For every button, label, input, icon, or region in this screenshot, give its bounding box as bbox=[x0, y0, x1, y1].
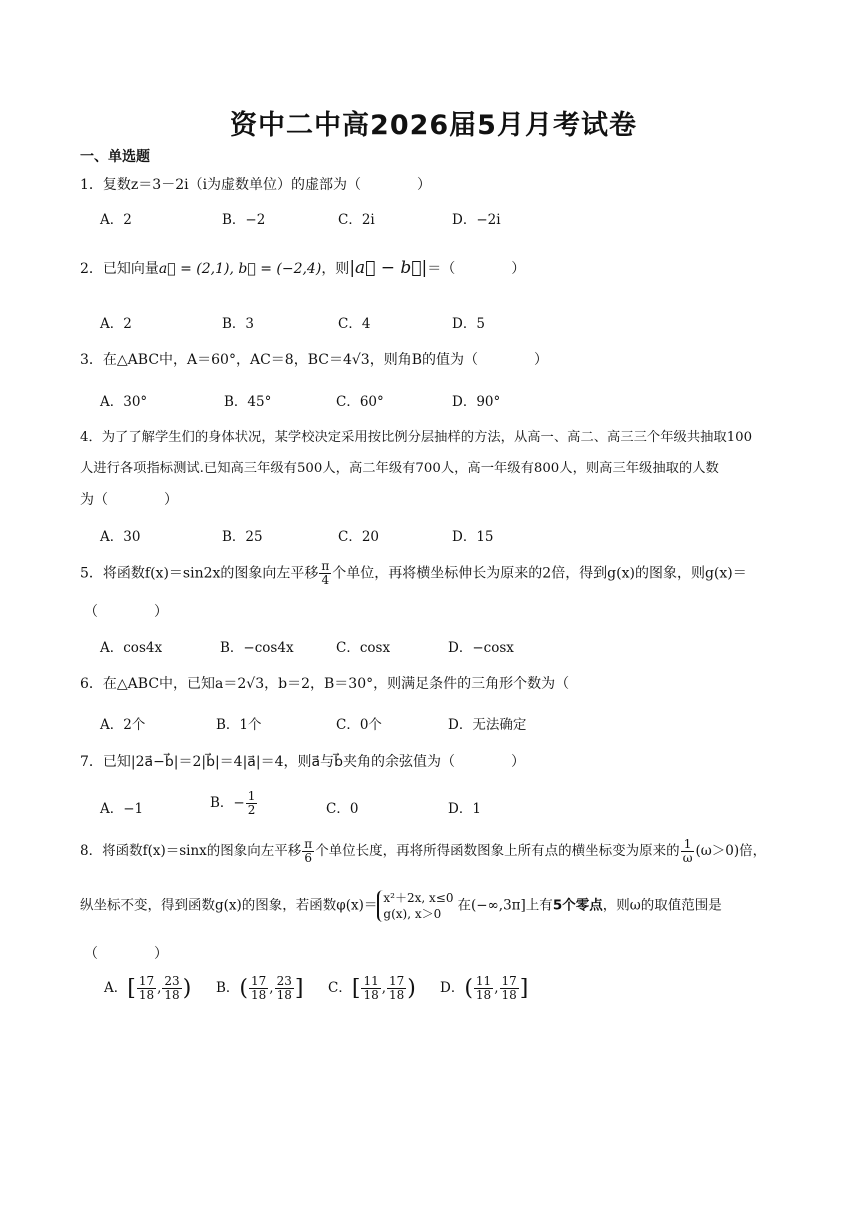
question-4-line-2: 人进行各项指标测试.已知高三年级有500人，高二年级有700人，高一年级有800人，则高三年级抽取的人数 bbox=[80, 461, 719, 476]
section-heading: 一、单选题 bbox=[80, 149, 150, 165]
question-5-fraction-denominator: 4 bbox=[321, 573, 330, 587]
question-6-option-b: B．1个 bbox=[216, 717, 262, 733]
question-6-option-a: A．2个 bbox=[100, 717, 146, 733]
question-8-line-2-mid: 在(−∞,3π]上有 bbox=[457, 897, 553, 914]
question-8-option-d: D．( $\frac{11}{18}$ , $\frac{17}{18}$ ] bbox=[440, 974, 529, 1002]
question-1-option-d: D．−2i bbox=[452, 212, 501, 228]
question-5-fraction bbox=[319, 560, 331, 587]
question-5-stem-post: 个单位，再将横坐标伸长为原来的2倍，得到g(x)的图象，则g(x)＝ bbox=[332, 565, 747, 582]
question-8-option-a-right-bracket: ) bbox=[182, 976, 192, 1001]
question-3-option-c: C．60° bbox=[336, 394, 384, 410]
question-5-fraction-numerator: π bbox=[321, 559, 330, 573]
question-5-option-b: B．−cos4x bbox=[220, 640, 294, 656]
question-8-fraction-1-numerator: π bbox=[304, 837, 313, 851]
question-8-option-d-frac-2-num: 17 bbox=[501, 974, 517, 988]
question-8-option-d-frac-2 bbox=[500, 975, 519, 1002]
question-5-option-c: C．cosx bbox=[336, 640, 391, 656]
question-8-option-c-frac-2-den: 18 bbox=[389, 988, 405, 1002]
question-3-stem: 3．在△ABC中，A＝60°，AC＝8，BC＝4√3，则角B的值为（ ） bbox=[80, 352, 548, 368]
question-3-option-b: B．45° bbox=[224, 394, 272, 410]
question-8-fraction-1 bbox=[302, 838, 314, 865]
question-6-option-d: D．无法确定 bbox=[448, 717, 527, 733]
question-7-option-a: A．−1 bbox=[100, 801, 144, 817]
question-8-option-d-frac-2-den: 18 bbox=[501, 988, 517, 1002]
question-5-stem-pre: 5．将函数f(x)＝sin2x的图象向左平移 bbox=[80, 565, 319, 582]
question-4-option-a: A．30 bbox=[100, 529, 141, 545]
question-8-piecewise bbox=[377, 890, 453, 922]
question-8-fraction-2-numerator: 1 bbox=[681, 838, 695, 852]
question-8-option-b-frac-1-den: 18 bbox=[251, 988, 267, 1002]
question-8-option-a-frac-1-num: 17 bbox=[138, 974, 155, 988]
question-8-line-2-bold: 5个零点 bbox=[552, 897, 603, 914]
question-8-option-a-left-bracket: [ bbox=[127, 976, 136, 1001]
question-7-option-b-label: B．− bbox=[210, 795, 245, 811]
question-8-line-2-pre: 纵坐标不变，得到函数g(x)的图象，若函数φ(x)＝ bbox=[80, 897, 378, 914]
question-8-option-a-frac-2 bbox=[162, 975, 181, 1002]
question-2-vectors: a⃗ = (2,1), b⃗ = (−2,4) bbox=[158, 261, 322, 277]
question-7-option-c: C．0 bbox=[326, 801, 359, 817]
question-2-stem-pre: 2．已知向量 bbox=[80, 261, 159, 277]
question-8-piecewise-case-1: x²＋2x, x≤0 bbox=[383, 891, 454, 905]
question-8-fraction-1-denominator: 6 bbox=[304, 851, 313, 865]
question-8-option-b-frac-1-num: 17 bbox=[251, 974, 267, 988]
question-8-option-d-right-bracket: ] bbox=[519, 976, 529, 1001]
question-8-option-b-label: B． bbox=[216, 980, 240, 996]
question-8-option-b-left-bracket: ( bbox=[239, 976, 249, 1001]
page-title: 资中二中高2026届5月月考试卷 bbox=[230, 110, 637, 141]
question-2-option-c: C．4 bbox=[338, 316, 371, 332]
question-8-option-b-frac-1 bbox=[249, 975, 268, 1002]
question-2-option-b: B．3 bbox=[222, 316, 255, 332]
question-8-option-a-frac-2-den: 18 bbox=[164, 988, 180, 1002]
question-8-option-c-frac-2-num: 17 bbox=[389, 974, 405, 988]
question-8-line-2-post: ，则ω的取值范围是 bbox=[602, 897, 722, 914]
question-8-option-d-label: D． bbox=[440, 980, 465, 996]
question-1-stem: 1．复数z＝3－2i（i为虚数单位）的虚部为（ ） bbox=[80, 177, 432, 193]
question-1-option-b: B．−2 bbox=[222, 212, 266, 228]
question-7-option-b-denominator: 2 bbox=[247, 803, 256, 817]
question-8-option-c-frac-1-num: 11 bbox=[363, 974, 379, 988]
question-4-option-d: D．15 bbox=[452, 529, 494, 545]
question-7-option-b-numerator: 1 bbox=[247, 789, 256, 803]
question-5-line-2: （ ） bbox=[84, 604, 168, 620]
question-8-option-b-frac-2-num: 23 bbox=[276, 974, 292, 988]
question-8-stem-end: (ω＞0)倍， bbox=[695, 843, 767, 859]
question-1-option-a: A．2 bbox=[100, 212, 132, 228]
question-5-option-a: A．cos4x bbox=[100, 640, 163, 656]
question-8-stem-pre: 8．将函数f(x)＝sinx的图象向左平移 bbox=[80, 843, 302, 859]
question-7-option-b-fraction bbox=[246, 790, 258, 817]
question-8-option-c-frac-1 bbox=[361, 975, 380, 1002]
question-5-stem bbox=[80, 560, 747, 587]
question-8-option-c-right-bracket: ) bbox=[407, 976, 416, 1001]
question-2-option-d: D．5 bbox=[452, 316, 485, 332]
question-4-line-3: 为（ ） bbox=[80, 492, 178, 508]
question-4-option-c: C．20 bbox=[338, 529, 380, 545]
question-8-option-b-frac-2 bbox=[275, 975, 294, 1002]
question-7-option-d: D．1 bbox=[448, 801, 481, 817]
question-8-option-a: A．[ $\frac{17}{18}$ , $\frac{23}{18}$ ) bbox=[104, 974, 192, 1002]
question-8-fraction-2 bbox=[681, 838, 695, 865]
question-2-option-a: A．2 bbox=[100, 316, 132, 332]
question-8-option-c-label: C． bbox=[328, 980, 352, 996]
question-6-stem: 6．在△ABC中，已知a＝2√3，b＝2，B＝30°，则满足条件的三角形个数为（ bbox=[80, 676, 570, 692]
question-8-option-c-left-bracket: [ bbox=[351, 976, 361, 1001]
question-7-stem: 7．已知|2a⃗−b⃗|＝2|b⃗|＝4|a⃗|＝4，则a⃗与b⃗夹角的余弦值为（ ） bbox=[80, 754, 525, 770]
question-8-option-b-right-bracket: ] bbox=[294, 976, 304, 1001]
question-4-option-b: B．25 bbox=[222, 529, 263, 545]
question-2-stem-mid: ，则 bbox=[321, 261, 350, 277]
question-5-option-d: D．−cosx bbox=[448, 640, 514, 656]
question-2-stem bbox=[80, 258, 525, 279]
question-4-line-1: 4．为了了解学生们的身体状况，某学校决定采用按比例分层抽样的方法，从高一、高二、高三三个年级共抽取100 bbox=[80, 430, 753, 445]
question-8-option-d-frac-1-num: 11 bbox=[475, 974, 492, 988]
question-8-fraction-2-denominator: ω bbox=[682, 851, 693, 865]
question-1-option-c: C．2i bbox=[338, 212, 375, 228]
question-8-option-d-frac-1 bbox=[474, 975, 493, 1002]
question-6-option-c: C．0个 bbox=[336, 717, 382, 733]
question-8-line-2 bbox=[80, 890, 722, 922]
question-2-abs-expression: |a⃗ − b⃗| bbox=[349, 258, 428, 278]
question-7-option-b bbox=[210, 790, 258, 817]
question-8-option-d-left-bracket: ( bbox=[464, 976, 473, 1001]
question-2-stem-post: ＝（ ） bbox=[427, 261, 526, 277]
question-8-stem-mid: 个单位长度，再将所得函数图象上所有点的横坐标变为原来的 bbox=[315, 843, 680, 859]
question-8-option-c-frac-1-den: 18 bbox=[363, 988, 379, 1002]
question-8-option-c: C．[ $\frac{11}{18}$ , $\frac{17}{18}$ ) bbox=[328, 974, 416, 1002]
question-8-option-a-label: A． bbox=[104, 980, 128, 996]
question-8-option-b: B．( $\frac{17}{18}$ , $\frac{23}{18}$ ] bbox=[216, 974, 304, 1002]
question-8-line-1 bbox=[80, 838, 766, 865]
question-8-option-a-frac-1-den: 18 bbox=[138, 988, 155, 1002]
question-3-option-d: D．90° bbox=[452, 394, 501, 410]
question-8-option-a-frac-1 bbox=[137, 975, 156, 1002]
question-8-line-3: （ ） bbox=[84, 946, 168, 962]
question-8-option-d-frac-1-den: 18 bbox=[475, 988, 492, 1002]
question-8-option-a-frac-2-num: 23 bbox=[164, 974, 180, 988]
question-8-option-b-frac-2-den: 18 bbox=[276, 988, 292, 1002]
question-8-piecewise-case-2: g(x), x＞0 bbox=[383, 907, 442, 921]
question-3-option-a: A．30° bbox=[100, 394, 148, 410]
question-8-option-c-frac-2 bbox=[387, 975, 406, 1002]
